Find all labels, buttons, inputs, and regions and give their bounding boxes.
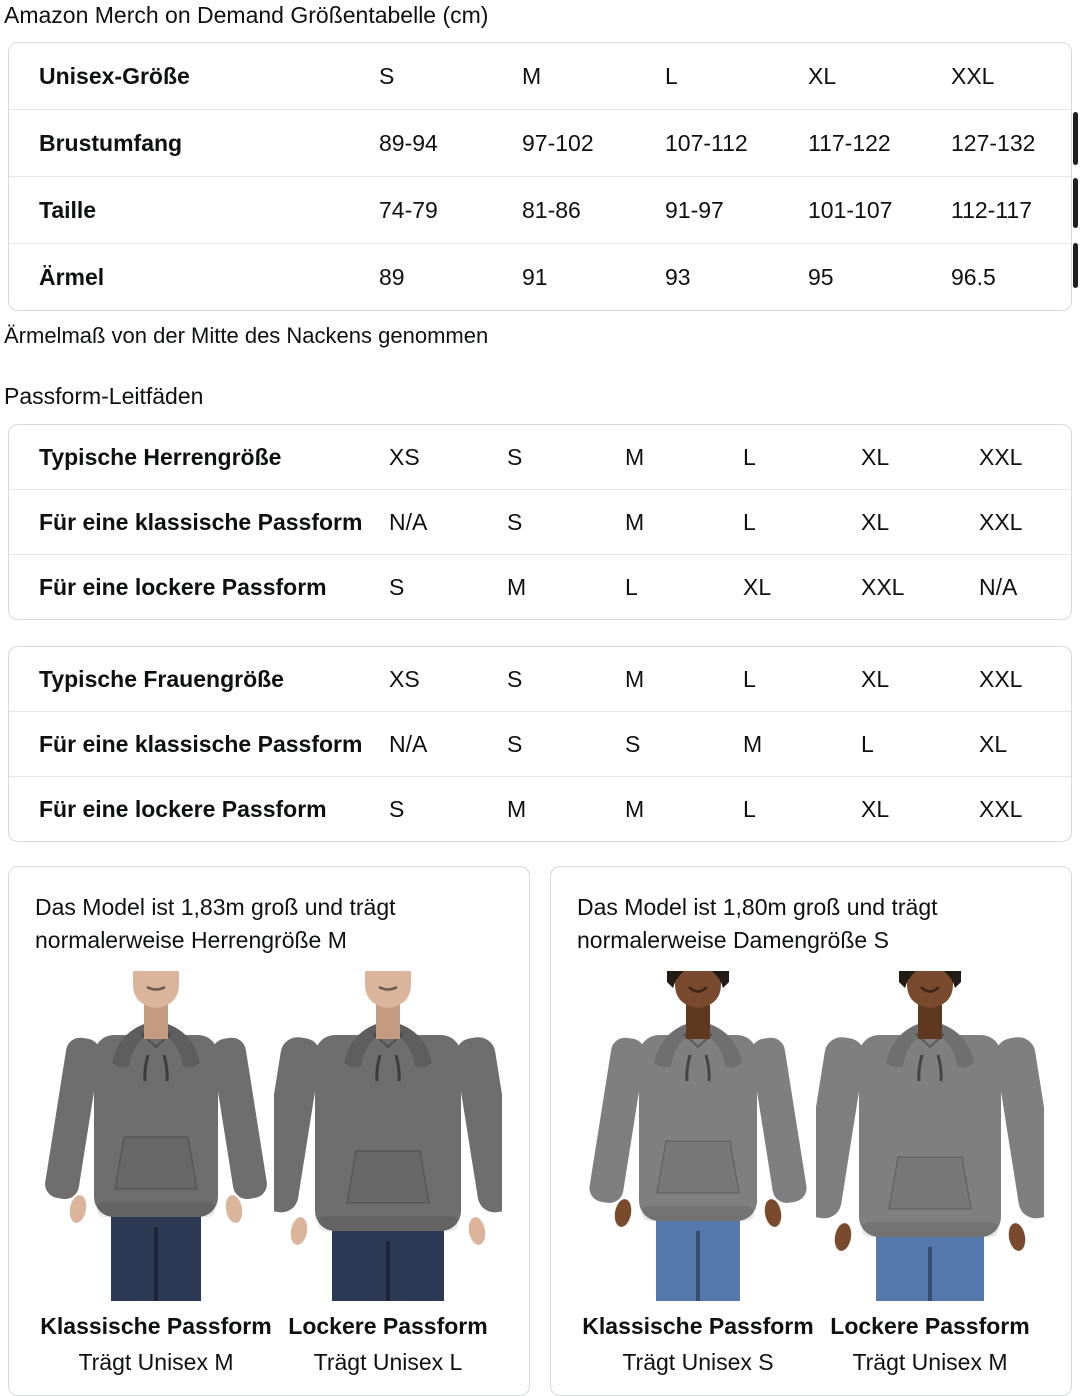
size-cell: S xyxy=(507,443,523,470)
size-cell: L xyxy=(743,665,756,692)
size-cell: XS xyxy=(389,665,420,692)
size-cell: 91-97 xyxy=(665,196,724,223)
caption-subtitle: Trägt Unisex M xyxy=(78,1349,234,1375)
size-cell: M xyxy=(743,730,763,757)
size-cell: S xyxy=(507,730,523,757)
size-cell: 97-102 xyxy=(522,129,594,156)
size-cell: 91 xyxy=(522,263,548,290)
table-row xyxy=(9,243,1071,310)
size-cell: S xyxy=(625,730,641,757)
size-cell: N/A xyxy=(389,730,428,757)
scrollbar-thumb[interactable] xyxy=(1073,112,1078,165)
size-cell: L xyxy=(625,573,638,600)
figures-row xyxy=(29,971,515,1376)
scrollbar-thumb[interactable] xyxy=(1073,178,1078,228)
size-cell: 101-107 xyxy=(808,196,893,223)
page-title: Amazon Merch on Demand Größentabelle (cm) xyxy=(4,2,489,28)
size-cell: XXL xyxy=(979,443,1023,470)
row-label: Typische Herrengröße xyxy=(39,443,282,470)
row-label: Für eine lockere Passform xyxy=(39,795,327,822)
table-row xyxy=(9,109,1071,176)
size-cell: XS xyxy=(389,443,420,470)
size-cell: S xyxy=(507,665,523,692)
caption-subtitle: Trägt Unisex M xyxy=(852,1349,1008,1375)
caption-title: Klassische Passform xyxy=(582,1313,814,1339)
table-row xyxy=(9,43,1071,109)
size-cell: XXL xyxy=(979,508,1023,535)
row-label: Für eine lockere Passform xyxy=(39,573,327,600)
size-cell: XL xyxy=(808,62,837,89)
row-label: Taille xyxy=(39,196,97,223)
table-row xyxy=(9,554,1071,619)
size-cell: XXL xyxy=(861,573,905,600)
size-cell: S xyxy=(379,62,395,89)
model-description: Das Model ist 1,83m groß und trägt normalerweise Herrengröße M xyxy=(35,894,396,953)
size-cell: M xyxy=(625,795,645,822)
model-figure xyxy=(816,971,1044,1376)
row-label: Für eine klassische Passform xyxy=(39,508,363,535)
size-cell: 89-94 xyxy=(379,129,438,156)
men-fit-table xyxy=(8,424,1072,620)
size-cell: M xyxy=(625,665,645,692)
size-cell: S xyxy=(389,795,405,822)
model-photo-loose-fit xyxy=(816,971,1044,1301)
caption-title: Lockere Passform xyxy=(288,1313,488,1339)
model-figure xyxy=(42,971,270,1376)
figures-row xyxy=(571,971,1057,1376)
size-cell: 107-112 xyxy=(665,129,748,156)
size-cell: XL xyxy=(861,795,890,822)
row-label: Brustumfang xyxy=(39,129,183,156)
model-photo-classic-fit xyxy=(42,971,270,1301)
size-cell: XL xyxy=(861,665,890,692)
row-label: Ärmel xyxy=(39,263,105,290)
size-cell: XL xyxy=(861,508,890,535)
size-cell: S xyxy=(389,573,405,600)
size-cell: N/A xyxy=(979,573,1018,600)
size-table xyxy=(8,42,1072,311)
size-cell: L xyxy=(743,795,756,822)
table-row xyxy=(9,425,1071,489)
model-description: Das Model ist 1,80m groß und trägt normalerweise Damengröße S xyxy=(577,894,938,953)
size-cell: 95 xyxy=(808,263,834,290)
size-cell: 89 xyxy=(379,263,405,290)
row-label: Für eine klassische Passform xyxy=(39,730,363,757)
size-cell: L xyxy=(743,508,756,535)
model-figure xyxy=(584,971,812,1376)
size-cell: M xyxy=(625,443,645,470)
size-cell: XL xyxy=(861,443,890,470)
table-row xyxy=(9,489,1071,554)
size-cell: XL xyxy=(743,573,772,600)
size-cell: M xyxy=(625,508,645,535)
size-cell: XL xyxy=(979,730,1008,757)
table-row xyxy=(9,711,1071,776)
caption-title: Klassische Passform xyxy=(40,1313,272,1339)
model-figure xyxy=(274,971,502,1376)
scrollbar-thumb[interactable] xyxy=(1073,243,1078,288)
model-card-women xyxy=(550,866,1072,1396)
size-cell: 96.5 xyxy=(951,263,996,290)
row-label: Unisex-Größe xyxy=(39,62,190,89)
row-label: Typische Frauengröße xyxy=(39,665,284,692)
size-cell: 74-79 xyxy=(379,196,438,223)
size-cell: L xyxy=(665,62,678,89)
size-cell: 112-117 xyxy=(951,196,1032,223)
size-cell: L xyxy=(743,443,756,470)
size-cell: XXL xyxy=(979,795,1023,822)
size-cell: M xyxy=(522,62,542,89)
size-cell: M xyxy=(507,795,527,822)
size-cell: XXL xyxy=(979,665,1023,692)
size-cell: 81-86 xyxy=(522,196,581,223)
size-cell: 117-122 xyxy=(808,129,891,156)
model-photo-classic-fit xyxy=(584,971,812,1301)
model-cards xyxy=(8,866,1072,1396)
caption-title: Lockere Passform xyxy=(830,1313,1030,1339)
women-fit-table xyxy=(8,646,1072,842)
sleeve-note: Ärmelmaß von der Mitte des Nackens genommen xyxy=(4,323,489,348)
size-cell: N/A xyxy=(389,508,428,535)
size-cell: XXL xyxy=(951,62,995,89)
size-cell: 127-132 xyxy=(951,129,1036,156)
size-cell: 93 xyxy=(665,263,691,290)
model-photo-loose-fit xyxy=(274,971,502,1301)
table-row xyxy=(9,176,1071,243)
table-row xyxy=(9,647,1071,711)
size-cell: M xyxy=(507,573,527,600)
model-card-men xyxy=(8,866,530,1396)
table-row xyxy=(9,776,1071,841)
caption-subtitle: Trägt Unisex S xyxy=(622,1349,774,1375)
size-cell: S xyxy=(507,508,523,535)
fit-guides-heading: Passform-Leitfäden xyxy=(4,383,204,409)
caption-subtitle: Trägt Unisex L xyxy=(313,1349,463,1375)
size-cell: L xyxy=(861,730,874,757)
